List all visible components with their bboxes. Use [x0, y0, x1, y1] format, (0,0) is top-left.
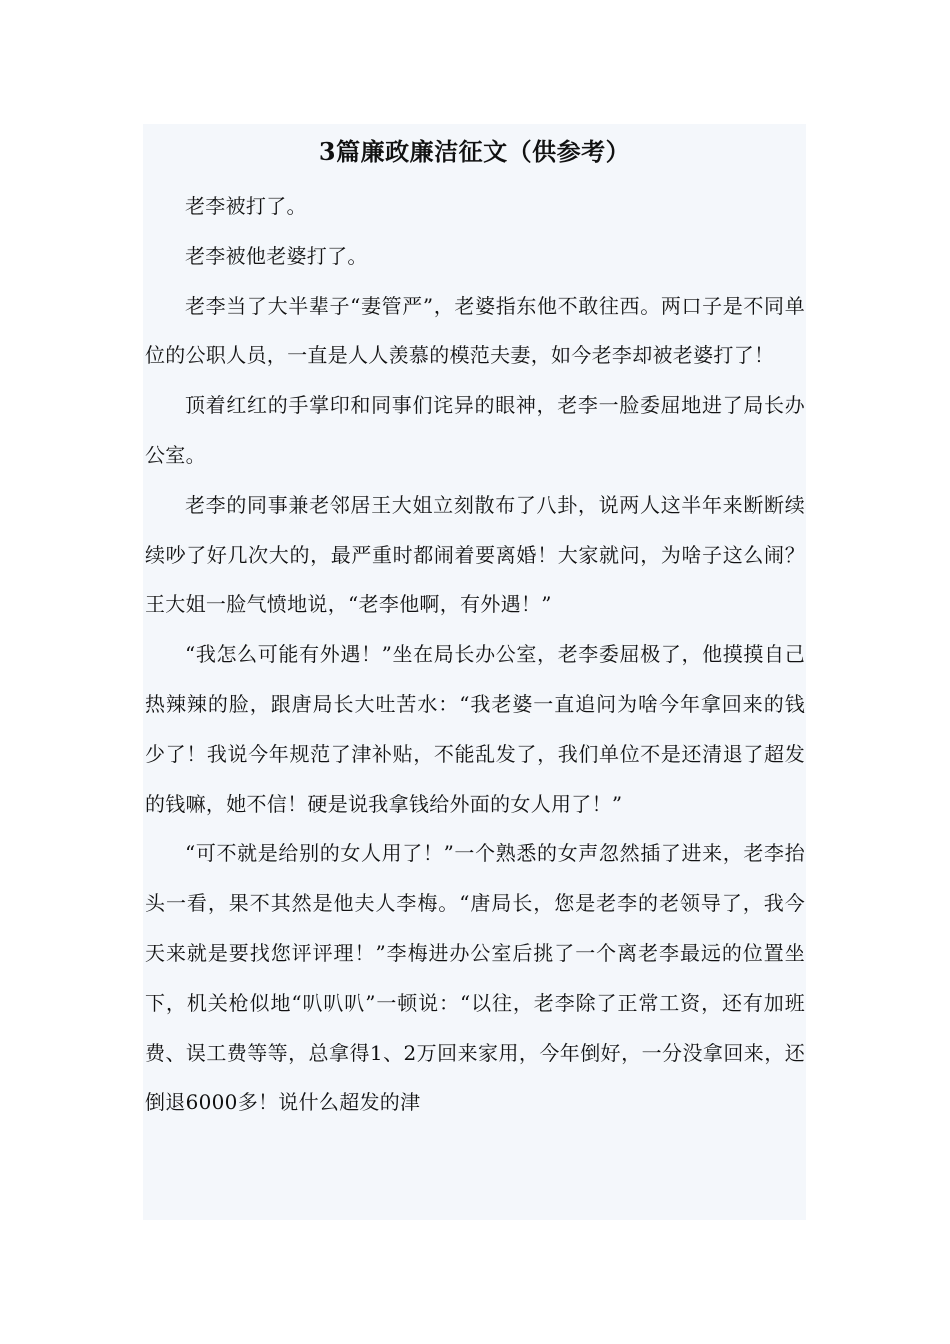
document-body: [145, 182, 805, 1128]
document-page: [143, 124, 806, 1220]
paragraph: 老李当了大半辈子“妻管严”，老婆指东他不敢往西。两口子是不同单位的公职人员，一直是人人羡慕的模范夫妻，如今老李却被老婆打了！: [145, 293, 805, 368]
paragraph: 老李的同事兼老邻居王大姐立刻散布了八卦，说两人这半年来断断续续吵了好几次大的，最严重时都闹着要离婚！大家就问，为啥子这么闹？王大姐一脸气愤地说，“老李他啊，有外遇！”: [145, 492, 805, 617]
paragraph: “我怎么可能有外遇！”坐在局长办公室，老李委屈极了，他摸摸自己热辣辣的脸，跟唐局长大吐苦水：“我老婆一直追问为啥今年拿回来的钱少了！我说今年规范了津补贴，不能乱发了，我们单位不是还清退了超发的钱嘛，她不信！硬是说我拿钱给外面的女人用了！”: [145, 642, 805, 816]
paragraph: “可不就是给别的女人用了！”一个熟悉的女声忽然插了进来，老李抬头一看，果不其然是他夫人李梅。“唐局长，您是老李的老领导了，我今天来就是要找您评评理！”李梅进办公室后挑了一个离老李最远的位置坐下，机关枪似地“叭叭叭”一顿说：“以往，老李除了正常工资，还有加班费、误工费等等，总拿得1、2万回来家用，今年倒好，一分没拿回来，还倒退6000多！说什么超发的津: [145, 841, 805, 1115]
document-title: 3篇廉政廉洁征文（供参考）: [318, 137, 631, 166]
paragraph: 顶着红红的手掌印和同事们诧异的眼神，老李一脸委屈地进了局长办公室。: [145, 393, 805, 467]
paragraph: 老李被打了。: [185, 194, 307, 218]
paragraph: 老李被他老婆打了。: [185, 243, 368, 268]
